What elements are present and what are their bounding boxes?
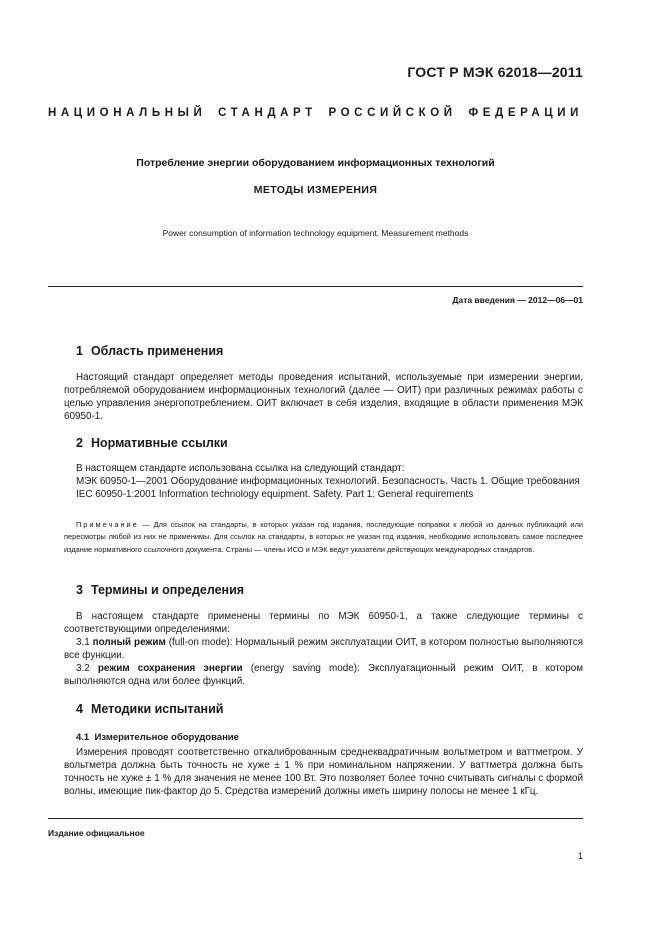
section-title: Методики испытаний (90, 702, 224, 716)
section-2-heading (76, 436, 228, 450)
term-definition: (full-on mode): Нормальный режим эксплуатации ОИТ, в котором полностью выполняются все функции. (64, 637, 583, 661)
section-number: 3 (76, 583, 83, 597)
header-divider (48, 286, 583, 287)
national-standard-heading: НАЦИОНАЛЬНЫЙ СТАНДАРТ РОССИЙСКОЙ ФЕДЕРАЦИИ (48, 107, 583, 119)
reference-ru: МЭК 60950-1—2001 Оборудование информационных технологий. Безопасность. Часть 1. Общие требования (76, 476, 580, 487)
section-title: Область применения (90, 344, 224, 358)
section-3-heading (76, 583, 244, 597)
section-4-heading (76, 702, 223, 716)
term-name: режим сохранения энергии (97, 663, 243, 674)
section-number: 4 (76, 702, 83, 716)
section-1-heading (76, 344, 223, 358)
document-title-en: Power consumption of information technology equipment. Measurement methods (162, 228, 469, 238)
section-title: Нормативные ссылки (90, 436, 228, 450)
section-title: Термины и определения (90, 583, 245, 597)
paragraph: Измерения проводят соответственно откалиброванным среднеквадратичным вольтметром и ваттметром. У вольтметра должна быть точность не хуже ± 1 % при номинальном напряжении. У ваттметра должна быть точность не хуже ± 1 % для значения не менее 100 Вт. Это позволяет более точно считывать сигналы с формой волны, имеющие пик-фактор до 5. Средства измерений должны иметь ширину полосы не менее 1 кГц. (64, 747, 583, 797)
term-number: 3.2 (76, 663, 90, 674)
paragraph: В настоящем стандарте применены термины по МЭК 60950-1, а также следующие термины с соответствующими определениями: (64, 611, 583, 635)
page-number: 1 (577, 851, 583, 861)
subsection-number: 4.1 (76, 732, 90, 743)
paragraph: В настоящем стандарте использована ссылка на следующий стандарт: (76, 463, 405, 474)
subsection-4-1-heading (76, 732, 239, 743)
section-1-body (64, 371, 583, 423)
section-number: 1 (76, 344, 83, 358)
term-3-1 (64, 636, 583, 662)
reference-en: IEC 60950-1:2001 Information technology equipment. Safety. Part 1: General requirements (76, 489, 474, 500)
document-title-ru: Потребление энергии оборудованием информационных технологий (136, 157, 495, 169)
footer-divider (48, 818, 583, 819)
section-2-body (64, 462, 583, 501)
document-subtitle-ru: МЕТОДЫ ИЗМЕРЕНИЯ (253, 184, 378, 196)
section-3-body (64, 610, 583, 688)
section-2-note (64, 519, 583, 556)
paragraph: Настоящий стандарт определяет методы проведения испытаний, используемые при измерении энергии, потребляемой оборудованием информационных технологий (далее — ОИТ) при различных режимах работы с целью управления энергопотреблением. ОИТ включает в себя изделия, входящие в области применения МЭК 60950-1. (64, 372, 583, 422)
note-label: Примечание (76, 520, 139, 529)
official-edition-label: Издание официальное (48, 828, 145, 838)
subsection-title: Измерительное оборудование (94, 732, 239, 743)
term-definition: (energy saving mode): Эксплуатационный режим ОИТ, в котором выполняются одна или более функций. (64, 663, 583, 687)
term-3-2 (64, 662, 583, 688)
note-text: — Для ссылок на стандарты, в которых указан год издания, последующие поправки к любой из данных публикаций или пересмотры любой из них не применимы. Для ссылок на стандарты, в которых не указан год издания, необходимо использовать самое последнее издание нормативного ссылочного документа. Страны — члены ИСО и МЭК ведут указатели действующих международных стандартов. (64, 520, 584, 554)
introduction-date: Дата введения — 2012—06—01 (452, 295, 583, 305)
term-number: 3.1 (76, 637, 90, 648)
section-number: 2 (76, 436, 83, 450)
term-name: полный режим (92, 637, 166, 648)
standard-number: ГОСТ Р МЭК 62018—2011 (407, 64, 583, 80)
subsection-4-1-body (64, 746, 583, 798)
